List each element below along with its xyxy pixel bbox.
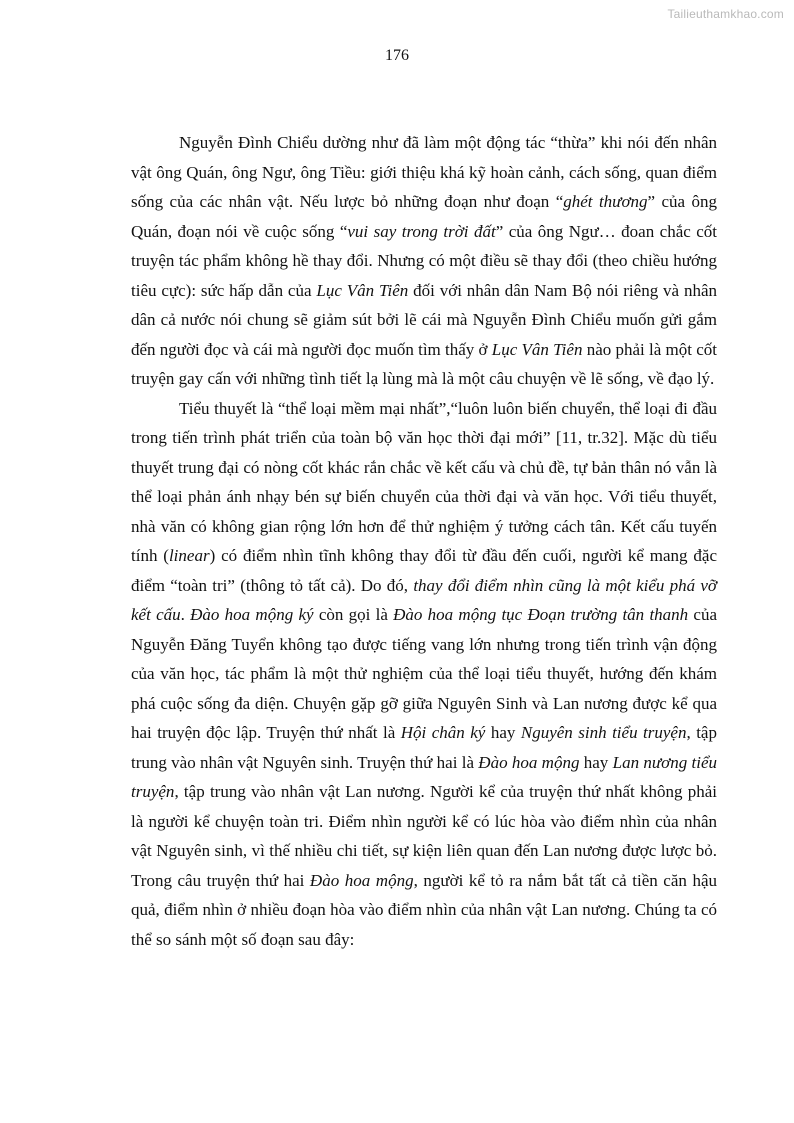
text-run: . (180, 605, 191, 624)
paragraph-1 (131, 128, 717, 394)
text-run: hay (579, 752, 613, 772)
italic-text: Đào hoa mộng (478, 752, 580, 772)
text-run: hay (485, 723, 521, 742)
italic-text: ghét thương (563, 192, 648, 211)
document-body (131, 128, 717, 954)
text-run: của Nguyễn Đăng Tuyển không tạo được tiếng vang lớn nhưng trong tiến trình vận động của văn học, tác phẩm là một thử nghiệm của thể loại tiểu thuyết, hướng đến khám phá cuộc sống đa diện. Chuyện gặp gỡ giữa Nguyên Sinh và Lan nương được kể qua hai truyện độc lập. Truyện thứ nhất là (131, 605, 718, 742)
paragraph-2 (131, 394, 717, 955)
text-run: còn gọi là (313, 605, 394, 624)
italic-text: Nguyên sinh tiểu truyện (520, 723, 687, 742)
italic-text: linear (168, 546, 210, 565)
text-run: ” của ông Quán, đoạn nói về cuộc sống “ (131, 192, 718, 241)
text-run: , tập trung vào nhân vật Lan nương. Người kể của truyện thứ nhất không phải là người kể chuyện toàn tri. Điểm nhìn người kể có lúc hòa vào điểm nhìn của nhân vật Nguyên sinh, vì thế nhiều chi tiết, sự kiện liên quan đến Lan nương được lược bỏ. Trong câu truyện thứ hai (131, 782, 717, 890)
italic-text: Đào hoa mộng tục Đoạn trường tân thanh (393, 605, 689, 624)
italic-text: Lan nương tiểu truyện (131, 752, 717, 801)
text-run: nào phải là một cốt truyện gay cấn với những tình tiết lạ lùng mà là một câu chuyện về lẽ sống, về đạo lý. (131, 339, 718, 388)
text-run: , tập trung vào nhân vật Nguyên sinh. Truyện thứ hai là (131, 723, 717, 772)
italic-text: Hội chân ký (400, 723, 486, 742)
italic-text: vui say trong trời đất (347, 221, 496, 241)
italic-text: Lục Vân Tiên (491, 339, 583, 359)
italic-text: Đào hoa mộng ký (190, 605, 314, 624)
italic-text: Đào hoa mộng (309, 870, 414, 890)
watermark-text: Tailieuthamkhao.com (667, 7, 784, 21)
italic-text: thay đổi điểm nhìn cũng là một kiểu phá vỡ kết cấu (131, 575, 717, 624)
text-run: Nguyễn Đình Chiểu dường như đã làm một động tác “thừa” khi nói đến nhân vật ông Quán, ông Ngư, ông Tiều: giới thiệu khá kỹ hoàn cảnh, cách sống, quan điểm sống của các nhân vật. Nếu lược bỏ những đoạn như đoạn “ (131, 133, 717, 211)
text-run: Tiểu thuyết là “thể loại mềm mại nhất”,“luôn luôn biến chuyển, thể loại đi đầu trong tiến trình phát triển của toàn bộ văn học thời đại mới” [11, tr.32]. Mặc dù tiểu thuyết trung đại có nòng cốt khác rắn chắc về kết cấu và chủ đề, tự bản thân nó vẫn là thể loại phản ánh nhạy bén sự biến chuyển của thời đại và văn học. Với tiểu thuyết, nhà văn có không gian rộng lớn hơn để thử nghiệm ý tưởng cách tân. Kết cấu tuyến tính ( (131, 398, 717, 565)
text-run: , người kể tỏ ra nắm bắt tất cả tiền căn hậu quả, điểm nhìn ở nhiều đoạn hòa vào điểm nhìn của nhân vật Lan nương. Chúng ta có thể so sánh một số đoạn sau đây: (131, 870, 717, 949)
text-run: ” của ông Ngư… đoan chắc cốt truyện tác phẩm không hề thay đổi. Nhưng có một điều sẽ thay đổi (theo chiều hướng tiêu cực): sức hấp dẫn của (131, 221, 718, 300)
text-run: ) có điểm nhìn tĩnh không thay đổi từ đầu đến cuối, người kể mang đặc điểm “toàn tri” (thông tỏ tất cả). Do đó, (131, 546, 717, 595)
page-number: 176 (385, 47, 409, 64)
italic-text: Lục Vân Tiên (316, 280, 409, 300)
text-run: đối với nhân dân Nam Bộ nói riêng và nhân dân cả nước nói chung sẽ giảm sút bởi lẽ cái mà Nguyễn Đình Chiểu muốn gửi gắm đến người đọc và cái mà người đọc muốn tìm thấy ở (131, 280, 718, 359)
